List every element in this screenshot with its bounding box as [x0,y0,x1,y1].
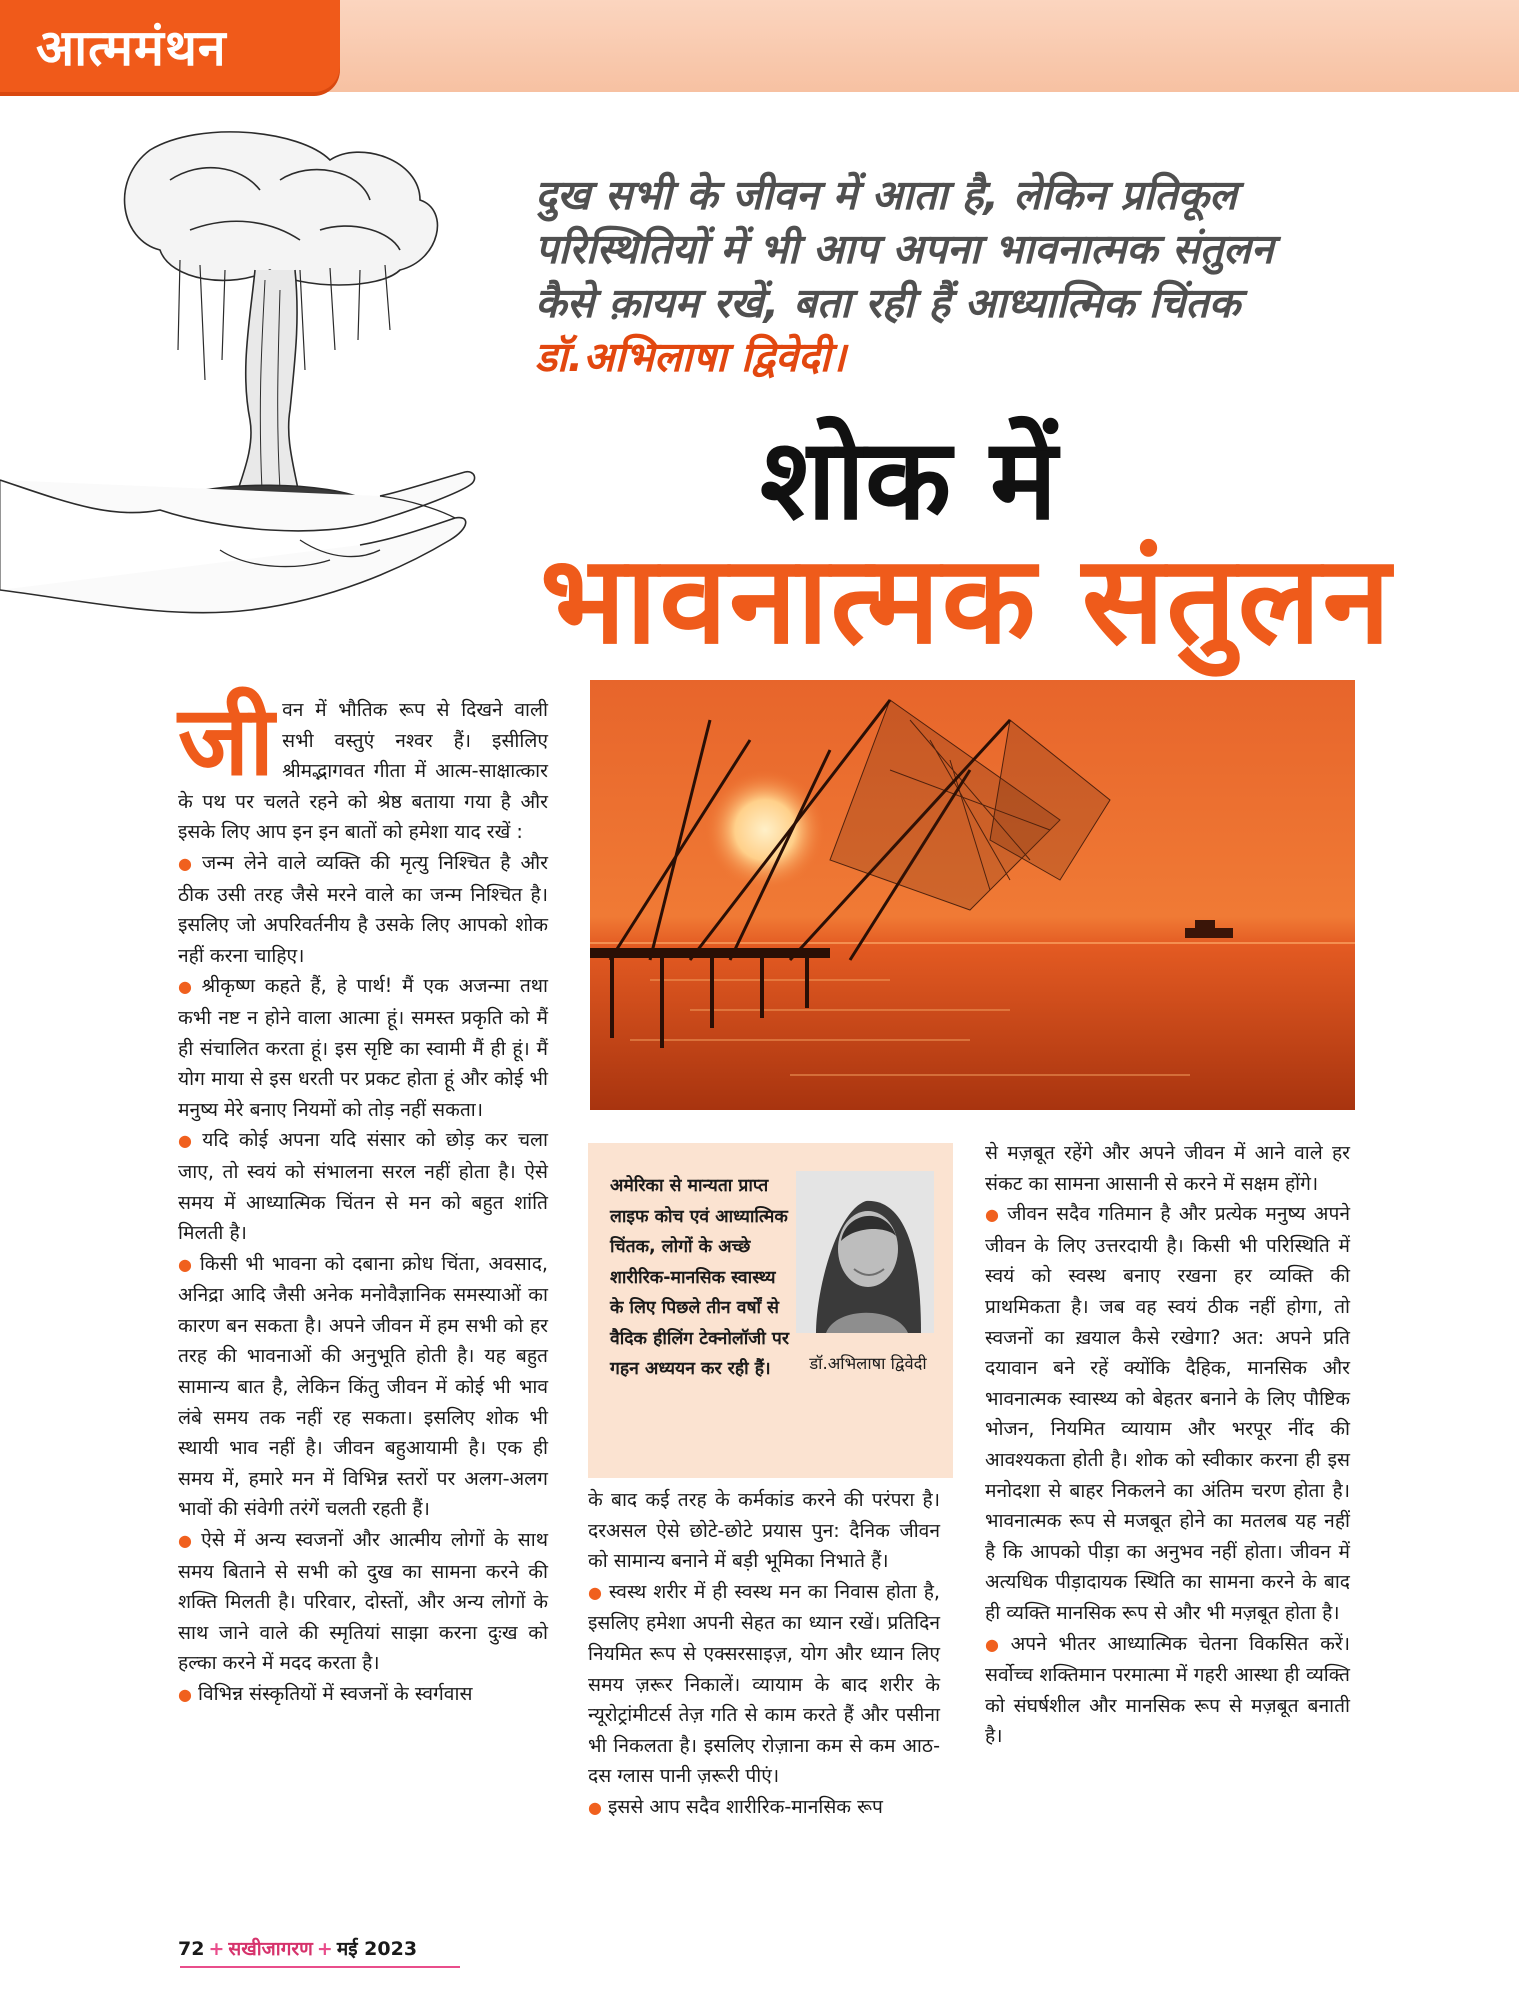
article-column-2 [588,1485,940,1824]
headline-line-1: शोक में [760,415,1058,545]
bullet-icon: ● [178,1685,192,1704]
plus-separator-icon: + [208,1938,225,1960]
article-column-1 [178,685,549,1711]
author-portrait [796,1171,934,1333]
bullet-icon: ● [178,1131,197,1151]
col2-bullet-2: ● इससे आप सदैव शारीरिक-मानसिक रूप [588,1794,883,1818]
bullet-icon: ● [178,1254,194,1274]
page-number: 72 [178,1938,205,1960]
issue-month: मई [336,1938,358,1960]
plus-separator-icon: + [316,1938,333,1960]
tree-in-hands-illustration [0,120,560,680]
issue-year: 2023 [364,1938,418,1960]
footer-divider [180,1966,460,1968]
col2-bullet-1: ● स्वस्थ शरीर में ही स्वस्थ मन का निवास होता है, इसलिए हमेशा अपनी सेहत का ध्यान रखें। प्रतिदिन नियमित रूप से एक्सरसाइज़, योग और ध्यान लिए समय ज़रूर निकालें। व्यायाम के बाद शरीर के न्यूरोट्रांमीटर्स तेज़ गति से काम करते हैं और पसीना भी निकलता है। इसलिए रोज़ाना कम से कम आठ-दस ग्लास पानी ज़रूरी पीएं। [588,1579,940,1788]
bullet-icon: ● [178,977,196,997]
bullet-icon: ● [588,1582,603,1602]
col1-paragraph-1: वन में भौतिक रूप से दिखने वाली सभी वस्तुएं नश्वर हैं। इसीलिए श्रीमद्भागवत गीता में आत्म-साक्षात्कार के पथ पर चलते रहने को श्रेष्ठ बताया गया है और इसके लिए आप इन इन बातों को हमेशा याद रखें : [178,698,548,844]
bullet-icon: ● [985,1205,1002,1225]
col3-bullet-1: ● जीवन सदैव गतिमान है और प्रत्येक मनुष्य अपने जीवन के लिए उत्तरदायी है। किसी भी परिस्थिति में स्वयं को स्वस्थ बनाए रखना हर व्यक्ति की प्राथमिकता है। जब वह स्वयं ठीक नहीं होगा, तो स्वजनों का ख़याल कैसे रखेगा? अत: अपने प्रति दयावान बने रहें क्योंकि दैहिक, मानसिक और भावनात्मक स्वास्थ्य को बेहतर बनाने के लिए पौष्टिक भोजन, नियमित व्यायाम और भरपूर नींद की आवश्यकता होती है। शोक को स्वीकार करना ही इस मनोदशा से बाहर निकलने का अंतिम चरण होता है। भावनात्मक रूप से मजबूत होने का मतलब यह नहीं है कि आपको पीड़ा का अनुभव नहीं होता। जीवन में अत्यधिक पीड़ादायक स्थिति का सामना करने के बाद ही व्यक्ति मानसिक रूप से और भी मज़बूत होता है। [985,1202,1350,1624]
col3-paragraph-1: से मज़बूत रहेंगे और अपने जीवन में आने वाले हर संकट का सामना आसानी से करने में सक्षम होंगे। [985,1141,1350,1195]
page-footer [178,1935,417,1961]
col1-bullet-6: ● विभिन्न संस्कृतियों में स्वजनों के स्वर्गवास [178,1682,473,1705]
col2-paragraph-1: के बाद कई तरह के कर्मकांड करने की परंपरा है। दरअसल ऐसे छोटे-छोटे प्रयास पुन: दैनिक जीवन को सामान्य बनाने में बड़ी भूमिका निभाते हैं। [588,1488,940,1573]
author-bio: अमेरिका से मान्यता प्राप्त लाइफ कोच एवं आध्यात्मिक चिंतक, लोगों के अच्छे शारीरिक-मानसिक स्वास्थ्य के लिए पिछले तीन वर्षों से वैदिक हीलिंग टेक्नोलॉजी पर गहन अध्ययन कर रही हैं। [610,1176,790,1379]
intro-line-3: कैसे क़ायम रखें, बता रही हैं आध्यात्मिक चिंतक [535,279,1241,327]
col1-bullet-4: ● किसी भी भावना को दबाना क्रोध चिंता, अवसाद, अनिद्रा आदि जैसी अनेक मनोवैज्ञानिक समस्याओं का कारण बन सकता है। अपने जीवन में हम सभी को हर तरह की भावनाओं की अनुभूति होती है। यह बहुत सामान्य बात है, लेकिन किंतु जीवन में कोई भी भाव लंबे समय तक नहीं रह सकता। इसलिए शोक भी स्थायी भाव नहीं है। जीवन बहुआयामी है। एक ही समय में, हमारे मन में विभिन्न स्तरों पर अलग-अलग भावों की संवेगी तरंगें चलती रहती हैं। [178,1251,549,1521]
col3-bullet-2: ● अपने भीतर आध्यात्मिक चेतना विकसित करें। सर्वोच्च शक्तिमान परमात्मा में गहरी आस्था ही व्यक्ति को संघर्षशील और मानसिक रूप से मज़बूत बनाती है। [985,1631,1350,1748]
author-profile-box [588,1143,953,1478]
magazine-name: सखीजागरण [228,1938,313,1960]
intro-author: डॉ.अभिलाषा द्विवेदी। [535,333,846,381]
col1-bullet-3: ● यदि कोई अपना यदि संसार को छोड़ कर चला जाए, तो स्वयं को संभालना सरल नहीं होता है। ऐसे समय में आध्यात्मिक चिंतन से मन को बहुत शांति मिलती है। [178,1128,548,1245]
intro-line-2: परिस्थितियों में भी आप अपना भावनात्मक संतुलन [535,225,1274,273]
bullet-icon: ● [985,1634,1005,1654]
headline-line-2: भावनात्मक संतुलन [540,529,1393,671]
article-column-3 [985,1138,1350,1752]
col1-bullet-5: ● ऐसे में अन्य स्वजनों और आत्मीय लोगों के साथ समय बिताने से सभी को दुख का सामना करने की शक्ति मिलती है। परिवार, दोस्तों, और अन्य लोगों के साथ जाने वाले की स्मृतियां साझा करना दुःख को हल्का करने में मदद करता है। [178,1528,548,1675]
sunset-fishing-nets-photo [590,680,1355,1110]
bullet-icon: ● [178,853,196,873]
intro-blurb [535,168,1485,384]
section-tab [0,0,340,92]
portrait-caption: डॉ.अभिलाषा द्विवेदी [809,1354,927,1373]
intro-line-1: दुख सभी के जीवन में आता है, लेकिन प्रतिकूल [535,171,1237,219]
section-label: आत्ममंथन [36,19,227,77]
dropcap: जी [178,685,275,797]
col1-bullet-2: ● श्रीकृष्ण कहते हैं, हे पार्थ! मैं एक अजन्मा तथा कभी नष्ट न होने वाला आत्मा हूं। समस्त प्रकृति को मैं ही संचालित करता हूं। इस सृष्टि का स्वामी मैं ही हूं। मैं योग माया से इस धरती पर प्रकट होता हूं और कोई भी मनुष्य मेरे बनाए नियमों को तोड़ नहीं सकता। [178,974,548,1121]
bullet-icon: ● [178,1531,196,1551]
col1-bullet-1: ● जन्म लेने वाले व्यक्ति की मृत्यु निश्चित है और ठीक उसी तरह जैसे मरने वाले का जन्म निश्चित है। इसलिए जो अपरिवर्तनीय है उसके लिए आपको शोक नहीं करना चाहिए। [178,850,548,967]
bullet-icon: ● [588,1797,602,1817]
